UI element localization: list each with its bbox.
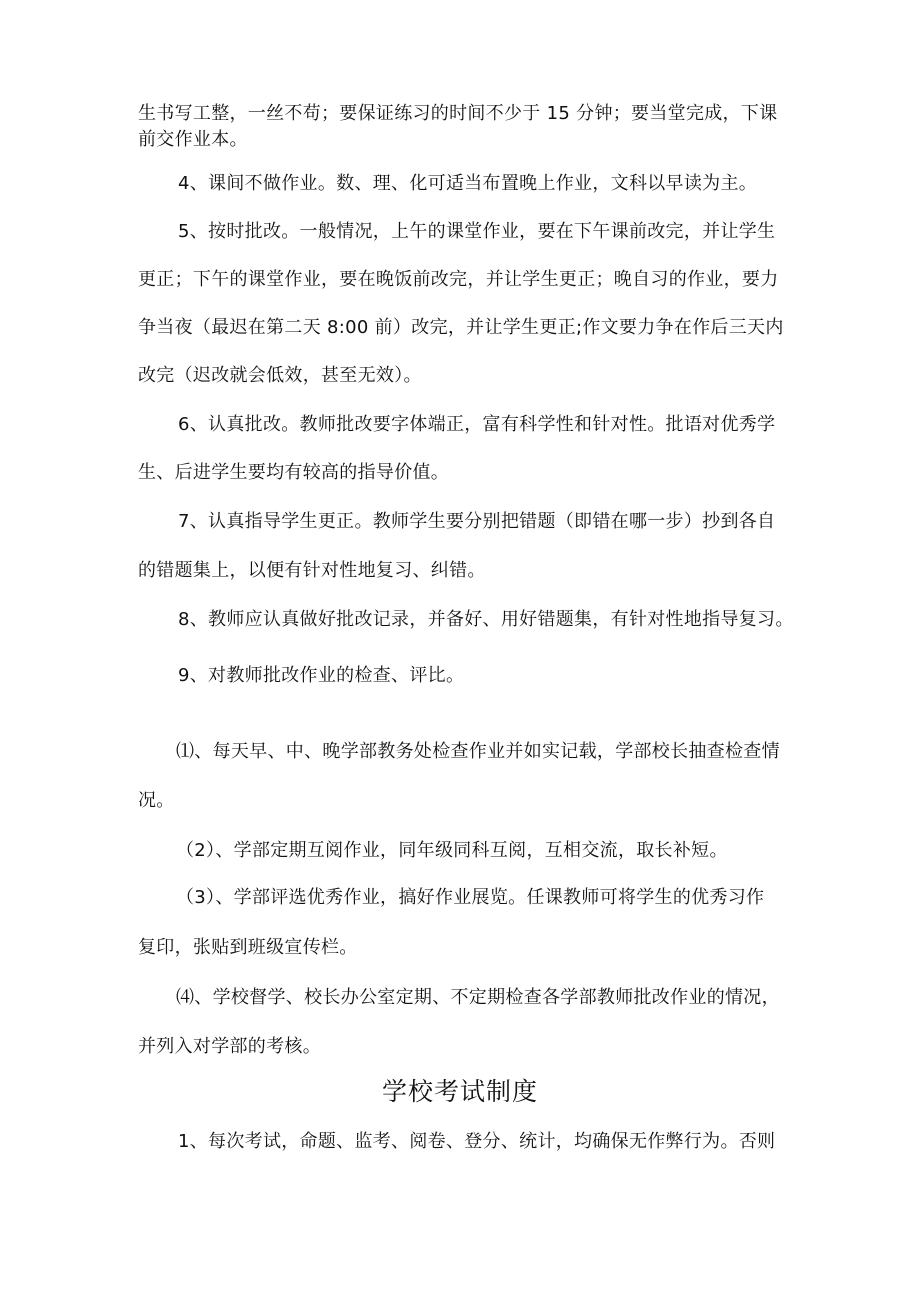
- paragraph-line: 更正；下午的课堂作业，要在晚饭前改完，并让学生更正；晚自习的作业，要力: [138, 269, 779, 290]
- paragraph-line: 6、认真批改。教师批改要字体端正，富有科学性和针对性。批语对优秀学: [178, 414, 776, 435]
- paragraph-line: 8、教师应认真做好批改记录，并备好、用好错题集，有针对性地指导复习。: [178, 609, 794, 630]
- paragraph-line: 的错题集上，以便有针对性地复习、纠错。: [138, 560, 486, 581]
- paragraph-line: 5、按时批改。一般情况，上午的课堂作业，要在下午课前改完，并让学生: [178, 221, 776, 242]
- section-title: 学校考试制度: [381, 1077, 538, 1106]
- paragraph-line: 7、认真指导学生更正。教师学生要分别把错题（即错在哪一步）抄到各自: [178, 511, 776, 532]
- paragraph-line: 前交作业本。: [138, 129, 248, 150]
- paragraph-line: ⑷、学校督学、校长办公室定期、不定期检查各学部教师批改作业的情况，: [176, 987, 780, 1008]
- paragraph-line: 改完（迟改就会低效，甚至无效）。: [138, 365, 422, 386]
- paragraph-line: 并列入对学部的考核。: [138, 1036, 321, 1057]
- paragraph-line: 争当夜（最迟在第二天 8:00 前）改完，并让学生更正;作文要力争在作后三天内: [138, 317, 784, 338]
- paragraph-line: （3）、学部评选优秀作业，搞好作业展览。任课教师可将学生的优秀习作: [176, 887, 765, 908]
- paragraph-line: （2）、学部定期互阅作业，同年级同科互阅，互相交流，取长补短。: [176, 840, 728, 861]
- paragraph-line: 9、对教师批改作业的检查、评比。: [178, 665, 465, 686]
- paragraph-line: 复印，张贴到班级宣传栏。: [138, 937, 358, 958]
- paragraph-line: 况。: [138, 790, 175, 811]
- paragraph-line: 1、每次考试，命题、监考、阅卷、登分、统计，均确保无作弊行为。否则: [178, 1131, 776, 1152]
- paragraph-line: 4、课间不做作业。数、理、化可适当布置晚上作业，文科以早读为主。: [178, 173, 758, 194]
- paragraph-line: 生、后进学生要均有较高的指导价值。: [138, 462, 450, 483]
- paragraph-line: ⑴、每天早、中、晚学部教务处检查作业并如实记载，学部校长抽查检查情: [176, 741, 780, 762]
- paragraph-line: 生书写工整，一丝不苟；要保证练习的时间不少于 15 分钟；要当堂完成，下课: [138, 103, 778, 124]
